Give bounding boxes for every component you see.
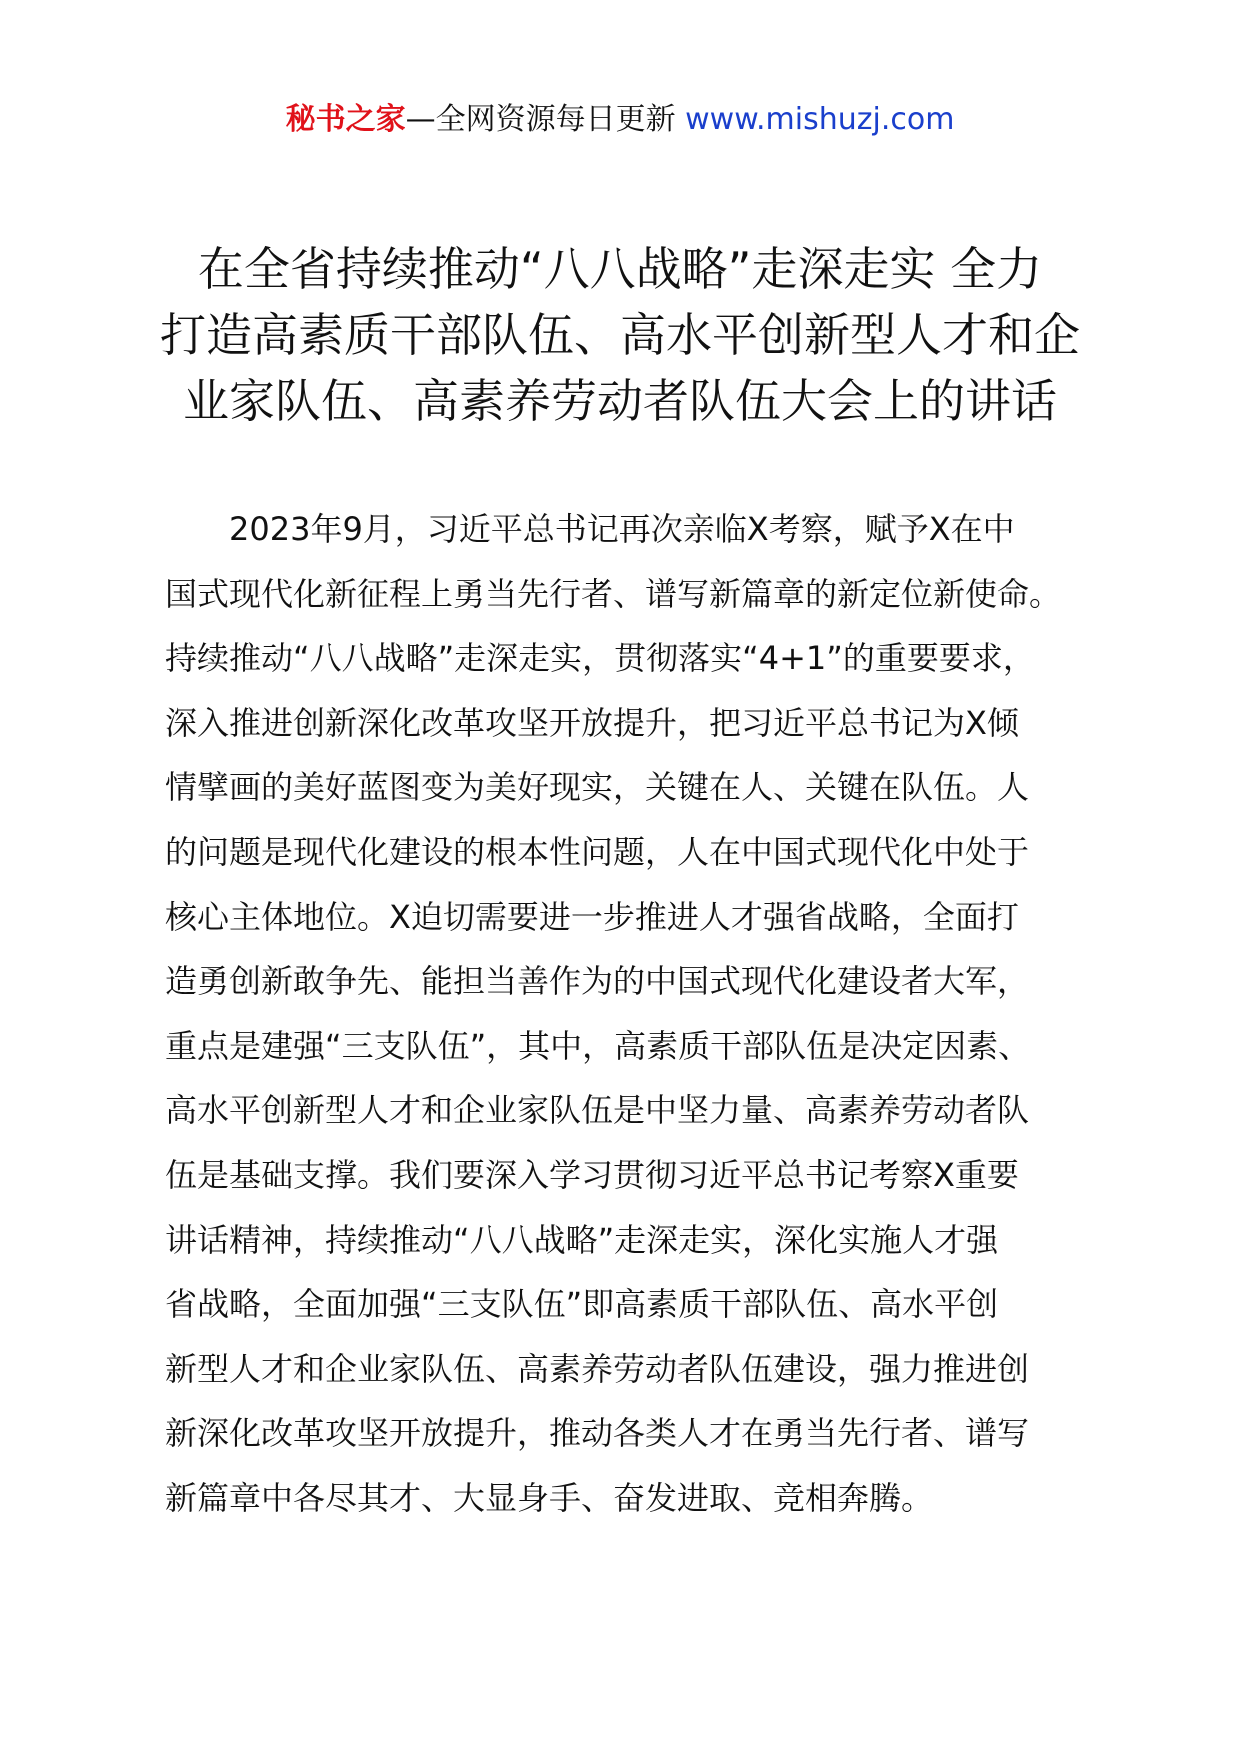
- paragraph-line: 深入推进创新深化改革攻坚开放提升，把习近平总书记为X倾: [165, 703, 1019, 742]
- paragraph-line: 持续推动“八八战略”走深走实，贯彻落实“4+1”的重要要求，: [165, 639, 1035, 678]
- body-paragraph: [165, 497, 1095, 1531]
- brand-name: 秘书之家: [285, 102, 406, 137]
- paragraph-line: 讲话精神，持续推动“八八战略”走深走实，深化实施人才强: [165, 1220, 999, 1259]
- paragraph-line: 新篇章中各尽其才、大显身手、奋发进取、竞相奔腾。: [165, 1478, 934, 1517]
- paragraph-line: 的问题是现代化建设的根本性问题，人在中国式现代化中处于: [165, 832, 1030, 871]
- paragraph-line: 情擘画的美好蓝图变为美好现实，关键在人、关键在队伍。人: [165, 768, 1030, 807]
- site-header: [0, 100, 1240, 140]
- paragraph-line: 核心主体地位。X迫切需要进一步推进人才强省战略，全面打: [165, 897, 1019, 936]
- paragraph-line: 省战略，全面加强“三支队伍”即高素质干部队伍、高水平创: [165, 1285, 999, 1324]
- paragraph-line: 新深化改革攻坚开放提升，推动各类人才在勇当先行者、谱写: [165, 1414, 1030, 1453]
- title-line: 业家队伍、高素养劳动者队伍大会上的讲话: [183, 374, 1057, 428]
- paragraph-line: 伍是基础支撑。我们要深入学习贯彻习近平总书记考察X重要: [165, 1155, 1019, 1194]
- header-slogan: —全网资源每日更新: [405, 102, 686, 137]
- paragraph-line: 高水平创新型人才和企业家队伍是中坚力量、高素养劳动者队: [165, 1091, 1030, 1130]
- title-line: 打造高素质干部队伍、高水平创新型人才和企: [160, 308, 1080, 362]
- site-url[interactable]: www.mishuzj.com: [685, 102, 955, 137]
- document-title: [150, 236, 1090, 434]
- paragraph-line: 国式现代化新征程上勇当先行者、谱写新篇章的新定位新使命。: [165, 574, 1062, 613]
- paragraph-line: 2023年9月，习近平总书记再次亲临X考察，赋予X在中: [229, 510, 1015, 548]
- paragraph-line: 重点是建强“三支队伍”，其中，高素质干部队伍是决定因素、: [165, 1026, 1031, 1065]
- paragraph-line: 造勇创新敢争先、能担当善作为的中国式现代化建设者大军，: [165, 962, 1030, 1001]
- title-line: 在全省持续推动“八八战略”走深走实 全力: [197, 242, 1043, 296]
- paragraph-line: 新型人才和企业家队伍、高素养劳动者队伍建设，强力推进创: [165, 1349, 1030, 1388]
